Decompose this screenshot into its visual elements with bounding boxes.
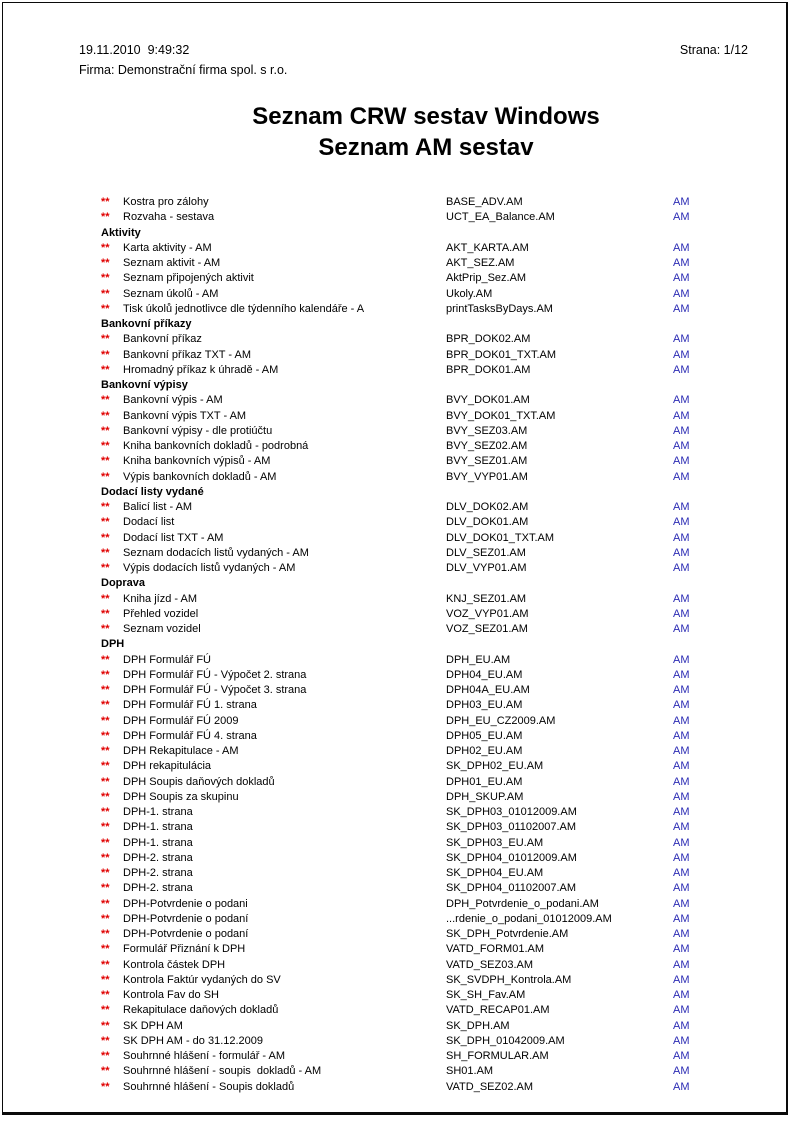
row-type-badge: AM: [673, 653, 690, 666]
row-file-name: BPR_DOK01.AM: [446, 363, 531, 376]
report-row: [101, 683, 761, 698]
row-report-name: DPH-2. strana: [123, 867, 193, 879]
row-marker: **: [101, 806, 110, 818]
row-file-name: ...rdenie_o_podani_01012009.AM: [446, 912, 612, 925]
group-header: DPH: [101, 638, 125, 651]
report-title-line2: Seznam AM sestav: [318, 134, 534, 161]
report-row: [101, 820, 761, 835]
row-report-name: Rekapitulace daňových dokladů: [123, 1004, 279, 1017]
group-header: Bankovní výpisy: [101, 379, 188, 391]
row-type-badge: AM: [673, 989, 690, 1001]
row-marker: **: [101, 394, 110, 407]
row-report-name: DPH Formulář FÚ - Výpočet 3. strana: [123, 684, 307, 696]
row-type-badge: AM: [673, 302, 690, 315]
row-file-name: BPR_DOK01_TXT.AM: [446, 348, 557, 361]
row-file-name: SH01.AM: [446, 1065, 494, 1078]
row-type-badge: AM: [673, 821, 690, 834]
row-report-name: Bankovní výpis TXT - AM: [123, 409, 247, 422]
report-page: [2, 2, 788, 1115]
row-type-badge: AM: [673, 882, 690, 895]
row-file-name: UCT_EA_Balance.AM: [446, 211, 555, 224]
row-type-badge: AM: [673, 394, 690, 407]
row-file-name: BVY_SEZ02.AM: [446, 440, 528, 452]
row-report-name: Kostra pro zálohy: [123, 196, 209, 208]
row-marker: **: [101, 897, 110, 910]
report-row: [101, 805, 761, 820]
row-report-name: Tisk úkolů jednotlivce dle týdenního kalendáře - A: [123, 302, 365, 315]
row-marker: **: [101, 958, 110, 971]
row-report-name: Souhrnné hlášení - Soupis dokladů: [123, 1080, 295, 1093]
row-marker: **: [101, 928, 110, 940]
row-report-name: DPH Soupis daňových dokladů: [123, 775, 275, 788]
row-type-badge: AM: [673, 440, 690, 452]
row-marker: **: [101, 363, 110, 376]
report-row: [101, 531, 761, 546]
row-file-name: SK_DPH_01042009.AM: [446, 1034, 565, 1047]
row-report-name: DPH Formulář FÚ - Výpočet 2. strana: [123, 668, 307, 681]
row-marker: **: [101, 348, 110, 361]
report-row: [101, 912, 761, 927]
row-type-badge: AM: [673, 806, 690, 818]
row-report-name: Balicí list - AM: [123, 501, 193, 513]
row-file-name: DPH04_EU.AM: [446, 668, 523, 681]
row-type-badge: AM: [673, 348, 690, 361]
row-type-badge: AM: [673, 867, 690, 879]
report-row: [101, 546, 761, 561]
row-report-name: Kontrola částek DPH: [123, 958, 226, 971]
row-file-name: VOZ_SEZ01.AM: [446, 623, 528, 635]
report-row: [101, 836, 761, 851]
row-report-name: Seznam dodacích listů vydaných - AM: [123, 546, 309, 559]
report-row: [101, 973, 761, 988]
row-marker: **: [101, 516, 110, 529]
report-row: [101, 775, 761, 790]
row-file-name: DLV_DOK01_TXT.AM: [446, 531, 555, 544]
row-type-badge: AM: [673, 531, 690, 544]
row-file-name: DPH04A_EU.AM: [446, 684, 530, 696]
row-file-name: DLV_VYP01.AM: [446, 562, 527, 574]
row-type-badge: AM: [673, 760, 690, 773]
row-report-name: Výpis bankovních dokladů - AM: [123, 470, 277, 483]
report-row: [101, 653, 761, 668]
row-marker: **: [101, 745, 110, 757]
group-header: Bankovní příkazy: [101, 318, 192, 330]
row-report-name: Souhrnné hlášení - soupis dokladů - AM: [123, 1065, 322, 1078]
row-type-badge: AM: [673, 272, 690, 285]
row-report-name: Bankovní příkaz TXT - AM: [123, 348, 251, 361]
row-file-name: BVY_SEZ01.AM: [446, 455, 528, 468]
report-row: [101, 698, 761, 713]
row-type-badge: AM: [673, 196, 690, 208]
row-file-name: VATD_RECAP01.AM: [446, 1004, 550, 1017]
row-report-name: Seznam úkolů - AM: [123, 287, 219, 300]
row-marker: **: [101, 531, 110, 544]
report-row: [101, 714, 761, 729]
row-report-name: Seznam vozidel: [123, 623, 201, 635]
row-file-name: DPH03_EU.AM: [446, 699, 523, 712]
row-type-badge: AM: [673, 745, 690, 757]
row-marker: **: [101, 592, 110, 605]
row-type-badge: AM: [673, 699, 690, 712]
report-title-line1: Seznam CRW sestav Windows: [252, 103, 600, 130]
report-row: [101, 363, 761, 378]
row-marker: **: [101, 257, 110, 269]
row-file-name: DLV_DOK02.AM: [446, 501, 529, 513]
row-report-name: DPH-Potvrdenie o podaní: [123, 912, 249, 925]
row-file-name: DPH05_EU.AM: [446, 729, 523, 742]
row-type-badge: AM: [673, 1034, 690, 1047]
row-file-name: SK_DPH03_01102007.AM: [446, 821, 577, 834]
row-type-badge: AM: [673, 470, 690, 483]
row-marker: **: [101, 1080, 110, 1093]
report-row: [101, 744, 761, 759]
row-marker: **: [101, 211, 110, 224]
row-marker: **: [101, 836, 110, 849]
row-file-name: SK_DPH.AM: [446, 1019, 510, 1032]
row-file-name: DPH02_EU.AM: [446, 745, 523, 757]
row-report-name: DPH-Potvrdenie o podaní: [123, 928, 249, 940]
row-file-name: DPH_EU.AM: [446, 653, 511, 666]
report-row: [101, 851, 761, 866]
row-file-name: SK_DPH02_EU.AM: [446, 760, 544, 773]
row-marker: **: [101, 912, 110, 925]
row-marker: **: [101, 272, 110, 285]
row-type-badge: AM: [673, 211, 690, 224]
row-report-name: Přehled vozidel: [123, 607, 199, 620]
row-type-badge: AM: [673, 1050, 690, 1062]
report-row: [101, 393, 761, 408]
row-report-name: SK DPH AM - do 31.12.2009: [123, 1034, 264, 1047]
row-marker: **: [101, 1019, 110, 1032]
row-type-badge: AM: [673, 958, 690, 971]
row-type-badge: AM: [673, 943, 690, 956]
row-file-name: VATD_SEZ03.AM: [446, 958, 534, 971]
row-report-name: Formulář Přiznání k DPH: [123, 943, 246, 956]
row-type-badge: AM: [673, 1065, 690, 1078]
row-marker: **: [101, 867, 110, 879]
row-type-badge: AM: [673, 684, 690, 696]
row-type-badge: AM: [673, 501, 690, 513]
row-marker: **: [101, 409, 110, 422]
row-marker: **: [101, 424, 110, 437]
report-row: [101, 332, 761, 347]
report-row: [101, 729, 761, 744]
row-type-badge: AM: [673, 333, 690, 346]
row-report-name: DPH-Potvrdenie o podani: [123, 897, 248, 910]
row-report-name: Kontrola Faktúr vydaných do SV: [123, 973, 281, 986]
row-file-name: DPH_EU_CZ2009.AM: [446, 714, 556, 727]
row-report-name: DPH Formulář FÚ 4. strana: [123, 729, 257, 742]
row-marker: **: [101, 302, 110, 315]
report-row: [101, 500, 761, 515]
row-file-name: BVY_VYP01.AM: [446, 470, 528, 483]
row-report-name: Hromadný příkaz k úhradě - AM: [123, 363, 279, 376]
row-file-name: VATD_FORM01.AM: [446, 943, 544, 956]
report-row: [101, 409, 761, 424]
row-report-name: Rozvaha - sestava: [123, 211, 215, 224]
row-file-name: SK_DPH04_01012009.AM: [446, 851, 577, 864]
row-file-name: BVY_SEZ03.AM: [446, 424, 528, 437]
row-marker: **: [101, 1034, 110, 1047]
row-marker: **: [101, 1065, 110, 1078]
row-marker: **: [101, 196, 110, 208]
row-type-badge: AM: [673, 1019, 690, 1032]
company-line: Firma: Demonstrační firma spol. s r.o.: [79, 63, 288, 77]
row-type-badge: AM: [673, 668, 690, 681]
row-type-badge: AM: [673, 912, 690, 925]
report-row: [101, 1049, 761, 1064]
report-row: [101, 241, 761, 256]
row-marker: **: [101, 455, 110, 468]
row-report-name: SK DPH AM: [123, 1019, 183, 1032]
row-file-name: Ukoly.AM: [446, 287, 493, 300]
row-marker: **: [101, 241, 110, 254]
row-marker: **: [101, 623, 110, 635]
row-type-badge: AM: [673, 729, 690, 742]
report-row: [101, 790, 761, 805]
row-marker: **: [101, 440, 110, 452]
report-row: [101, 424, 761, 439]
report-row: [101, 1019, 761, 1034]
row-file-name: printTasksByDays.AM: [446, 302, 553, 315]
report-row: [101, 668, 761, 683]
row-type-badge: AM: [673, 455, 690, 468]
row-marker: **: [101, 546, 110, 559]
row-type-badge: AM: [673, 714, 690, 727]
row-file-name: AKT_KARTA.AM: [446, 241, 529, 254]
row-report-name: DPH-1. strana: [123, 806, 193, 818]
row-type-badge: AM: [673, 790, 690, 803]
row-marker: **: [101, 1050, 110, 1062]
row-report-name: DPH-2. strana: [123, 882, 193, 895]
row-type-badge: AM: [673, 287, 690, 300]
row-marker: **: [101, 760, 110, 773]
report-row: [101, 988, 761, 1003]
group-header: Aktivity: [101, 226, 141, 239]
row-marker: **: [101, 501, 110, 513]
report-row: [101, 561, 761, 576]
row-type-badge: AM: [673, 409, 690, 422]
row-marker: **: [101, 790, 110, 803]
report-row: [101, 927, 761, 942]
row-file-name: VATD_SEZ02.AM: [446, 1080, 534, 1093]
row-file-name: SK_SVDPH_Kontrola.AM: [446, 973, 572, 986]
row-marker: **: [101, 562, 110, 574]
row-report-name: Bankovní výpisy - dle protiúčtu: [123, 424, 273, 437]
report-row: [101, 759, 761, 774]
row-file-name: DPH_Potvrdenie_o_podani.AM: [446, 897, 599, 910]
row-report-name: Seznam připojených aktivit: [123, 272, 254, 285]
report-row: [101, 515, 761, 530]
row-report-name: DPH Formulář FÚ: [123, 653, 212, 666]
row-type-badge: AM: [673, 424, 690, 437]
row-file-name: DPH01_EU.AM: [446, 775, 523, 788]
report-datetime: 19.11.2010 9:49:32: [79, 43, 190, 57]
row-file-name: AKT_SEZ.AM: [446, 257, 515, 269]
row-report-name: Dodací list TXT - AM: [123, 531, 224, 544]
row-report-name: DPH Formulář FÚ 2009: [123, 714, 239, 727]
row-type-badge: AM: [673, 928, 690, 940]
row-marker: **: [101, 943, 110, 956]
row-type-badge: AM: [673, 516, 690, 529]
row-type-badge: AM: [673, 592, 690, 605]
row-type-badge: AM: [673, 241, 690, 254]
row-file-name: DPH_SKUP.AM: [446, 790, 524, 803]
row-file-name: SK_DPH03_01012009.AM: [446, 806, 577, 818]
report-row: [101, 195, 761, 210]
row-marker: **: [101, 470, 110, 483]
row-marker: **: [101, 287, 110, 300]
page-number: Strana: 1/12: [679, 43, 748, 57]
row-report-name: DPH-2. strana: [123, 851, 193, 864]
row-file-name: SK_DPH04_01102007.AM: [446, 882, 577, 895]
row-type-badge: AM: [673, 851, 690, 864]
report-row: [101, 1003, 761, 1018]
report-row: [101, 348, 761, 363]
report-title: [101, 101, 751, 163]
row-report-name: Bankovní příkaz: [123, 333, 202, 346]
report-row: [101, 622, 761, 637]
report-row: [101, 881, 761, 896]
row-file-name: VOZ_VYP01.AM: [446, 607, 529, 620]
report-row: [101, 958, 761, 973]
row-report-name: Karta aktivity - AM: [123, 241, 212, 254]
group-header: Doprava: [101, 577, 146, 590]
row-report-name: Kniha bankovních dokladů - podrobná: [123, 440, 309, 452]
row-type-badge: AM: [673, 546, 690, 559]
row-report-name: DPH-1. strana: [123, 821, 193, 834]
row-marker: **: [101, 684, 110, 696]
row-type-badge: AM: [673, 973, 690, 986]
row-type-badge: AM: [673, 775, 690, 788]
report-row: [101, 1034, 761, 1049]
row-report-name: DPH Rekapitulace - AM: [123, 745, 239, 757]
report-row: [101, 256, 761, 271]
report-row: [101, 866, 761, 881]
report-row: [101, 439, 761, 454]
group-header: Dodací listy vydané: [101, 485, 204, 498]
report-row: [101, 942, 761, 957]
row-file-name: BVY_DOK01.AM: [446, 394, 530, 407]
row-marker: **: [101, 851, 110, 864]
row-marker: **: [101, 714, 110, 727]
row-marker: **: [101, 729, 110, 742]
row-report-name: DPH Soupis za skupinu: [123, 790, 239, 803]
row-marker: **: [101, 882, 110, 895]
row-report-name: Výpis dodacích listů vydaných - AM: [123, 562, 296, 574]
row-marker: **: [101, 653, 110, 666]
row-file-name: AktPrip_Sez.AM: [446, 272, 527, 285]
report-row: [101, 592, 761, 607]
row-report-name: Kniha jízd - AM: [123, 592, 197, 605]
row-type-badge: AM: [673, 363, 690, 376]
report-row: [101, 271, 761, 286]
row-file-name: DLV_DOK01.AM: [446, 516, 529, 529]
row-marker: **: [101, 973, 110, 986]
report-row: [101, 210, 761, 225]
report-row: [101, 607, 761, 622]
report-row: [101, 287, 761, 302]
row-marker: **: [101, 821, 110, 834]
report-row: [101, 1080, 761, 1095]
row-type-badge: AM: [673, 607, 690, 620]
row-file-name: BASE_ADV.AM: [446, 196, 523, 208]
row-report-name: Seznam aktivit - AM: [123, 257, 221, 269]
row-report-name: DPH Formulář FÚ 1. strana: [123, 699, 257, 712]
row-marker: **: [101, 775, 110, 788]
row-report-name: DPH-1. strana: [123, 836, 193, 849]
report-row: [101, 470, 761, 485]
row-file-name: BVY_DOK01_TXT.AM: [446, 409, 556, 422]
row-report-name: DPH rekapitulácia: [123, 760, 212, 773]
report-rows: [101, 195, 761, 1095]
row-marker: **: [101, 989, 110, 1001]
row-type-badge: AM: [673, 257, 690, 269]
row-report-name: Souhrnné hlášení - formulář - AM: [123, 1050, 286, 1062]
row-file-name: SK_DPH_Potvrdenie.AM: [446, 928, 569, 940]
row-type-badge: AM: [673, 1080, 690, 1093]
row-file-name: KNJ_SEZ01.AM: [446, 592, 527, 605]
row-marker: **: [101, 1004, 110, 1017]
report-row: [101, 1064, 761, 1079]
row-file-name: SK_DPH04_EU.AM: [446, 867, 544, 879]
row-report-name: Dodací list: [123, 516, 175, 529]
row-file-name: DLV_SEZ01.AM: [446, 546, 526, 559]
row-type-badge: AM: [673, 623, 690, 635]
row-marker: **: [101, 668, 110, 681]
report-row: [101, 454, 761, 469]
row-file-name: SH_FORMULAR.AM: [446, 1050, 549, 1062]
row-marker: **: [101, 699, 110, 712]
report-row: [101, 302, 761, 317]
row-report-name: Kontrola Fav do SH: [123, 989, 219, 1001]
row-file-name: SK_DPH03_EU.AM: [446, 836, 544, 849]
row-report-name: Kniha bankovních výpisů - AM: [123, 455, 271, 468]
row-file-name: SK_SH_Fav.AM: [446, 989, 526, 1001]
row-marker: **: [101, 607, 110, 620]
row-marker: **: [101, 333, 110, 346]
row-file-name: BPR_DOK02.AM: [446, 333, 531, 346]
row-type-badge: AM: [673, 836, 690, 849]
row-type-badge: AM: [673, 897, 690, 910]
row-report-name: Bankovní výpis - AM: [123, 394, 223, 407]
report-row: [101, 897, 761, 912]
row-type-badge: AM: [673, 562, 690, 574]
row-type-badge: AM: [673, 1004, 690, 1017]
